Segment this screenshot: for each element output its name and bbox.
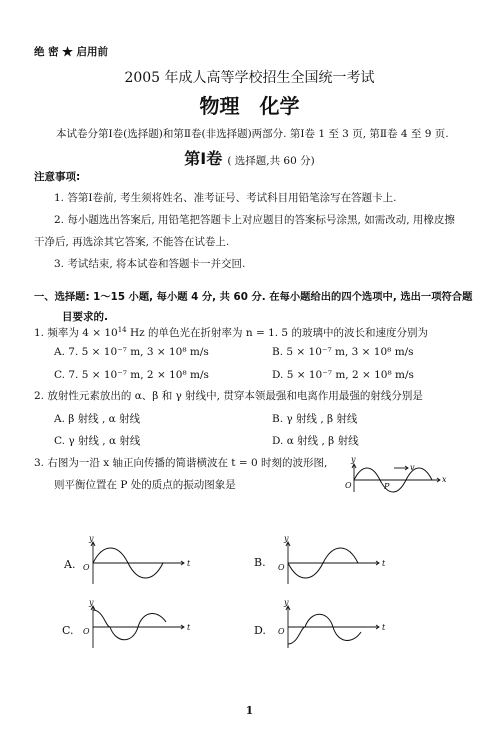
d-y-label: y [284,598,289,607]
d-o-label: O [278,627,285,636]
q1-option-b: B. 5 × 10⁻⁷ m, 3 × 10⁸ m/s [272,346,414,358]
b-y-label: y [284,534,289,543]
notes-heading: 注意事项: [34,171,81,183]
note-item: 2. 每小题选出答案后, 用铅笔把答题卡上对应题目的答案标号涂黑, 如需改动, 用橡皮擦 [54,214,455,226]
q3-option-b-label: B. [254,556,266,569]
q1-exponent: 14 [117,326,127,334]
d-t-label: t [382,623,386,632]
curve-c [93,610,166,640]
part1-heading [0,146,499,169]
fig-y-label: y [351,455,356,464]
fig-p-label: P [384,482,390,491]
exam-intro: 本试卷分第Ⅰ卷(选择题)和第Ⅱ卷(非选择题)两部分. 第Ⅰ卷 1 至 3 页, 第Ⅱ卷 4 至 9 页. [56,128,449,140]
q3-stem-line2: 则平衡位置在 P 处的质点的振动图象是 [54,479,236,491]
fig-x-label: x [442,475,447,484]
q2-stem: 2. 放射性元素放出的 α、β 和 γ 射线中, 贯穿本领最强和电离作用最强的射线分别是 [34,390,423,402]
confidential-mark: 绝 密 ★ 启用前 [34,46,108,58]
q2-option-a: A. β 射线 , α 射线 [54,413,141,425]
c-y-label: y [89,598,94,607]
note-item: 1. 答第Ⅰ卷前, 考生须将姓名、准考证号、考试科目用铅笔涂写在答题卡上. [54,192,397,204]
q3-option-d-label: D. [254,624,266,637]
fig-origin-label: O [345,481,352,490]
part1-title: 第Ⅰ卷 [184,149,223,168]
subject-title: 物理 化学 [199,94,300,118]
a-y-label: y [89,534,94,543]
b-t-label: t [382,559,386,568]
section1-line1: 一、选择题: 1～15 小题, 每小题 4 分, 共 60 分. 在每小题给出的四个选项中, 选出一项符合题 [34,291,473,303]
curve-d [288,614,361,644]
q3-option-a-graph [83,534,198,588]
a-t-label: t [187,559,191,568]
q3-option-b-graph [278,534,393,588]
c-t-label: t [187,623,191,632]
q3-option-c-label: C. [62,624,74,637]
q1-stem [34,325,428,340]
note-item: 干净后, 再选涂其它答案, 不能答在试卷上. [34,236,230,248]
q3-option-d-graph [278,598,393,652]
fig-v-label: v [410,463,415,472]
note-item: 3. 考试结束, 将本试卷和答题卡一并交回. [54,258,246,270]
q3-option-a-label: A. [64,558,76,571]
b-o-label: O [278,563,285,572]
page-number: 1 [245,704,254,717]
q1-option-a: A. 7. 5 × 10⁻⁷ m, 3 × 10⁸ m/s [54,346,209,358]
q1-stem-part: 1. 频率为 4 × 10 [34,327,118,339]
c-o-label: O [83,627,90,636]
q3-waveform-figure [345,455,450,503]
a-o-label: O [83,563,90,572]
q2-option-c: C. γ 射线 , α 射线 [54,435,141,447]
q1-stem-part: Hz 的单色光在折射率为 n = 1. 5 的玻璃中的波长和速度分别为 [126,327,428,339]
q3-stem-line1: 3. 右图为一沿 x 轴正向传播的简谐横波在 t = 0 时刻的波形图, [34,457,328,469]
part1-subtitle: ( 选择题,共 60 分) [227,155,315,167]
section1-line2: 目要求的. [62,311,108,323]
q2-option-d: D. α 射线 , β 射线 [272,435,359,447]
q2-option-b: B. γ 射线 , β 射线 [272,413,358,425]
exam-title: 2005 年成人高等学校招生全国统一考试 [124,70,375,86]
q3-option-c-graph [83,598,198,652]
q1-option-c: C. 7. 5 × 10⁻⁷ m, 2 × 10⁸ m/s [54,369,209,381]
q1-option-d: D. 5 × 10⁻⁷ m, 2 × 10⁸ m/s [272,369,414,381]
